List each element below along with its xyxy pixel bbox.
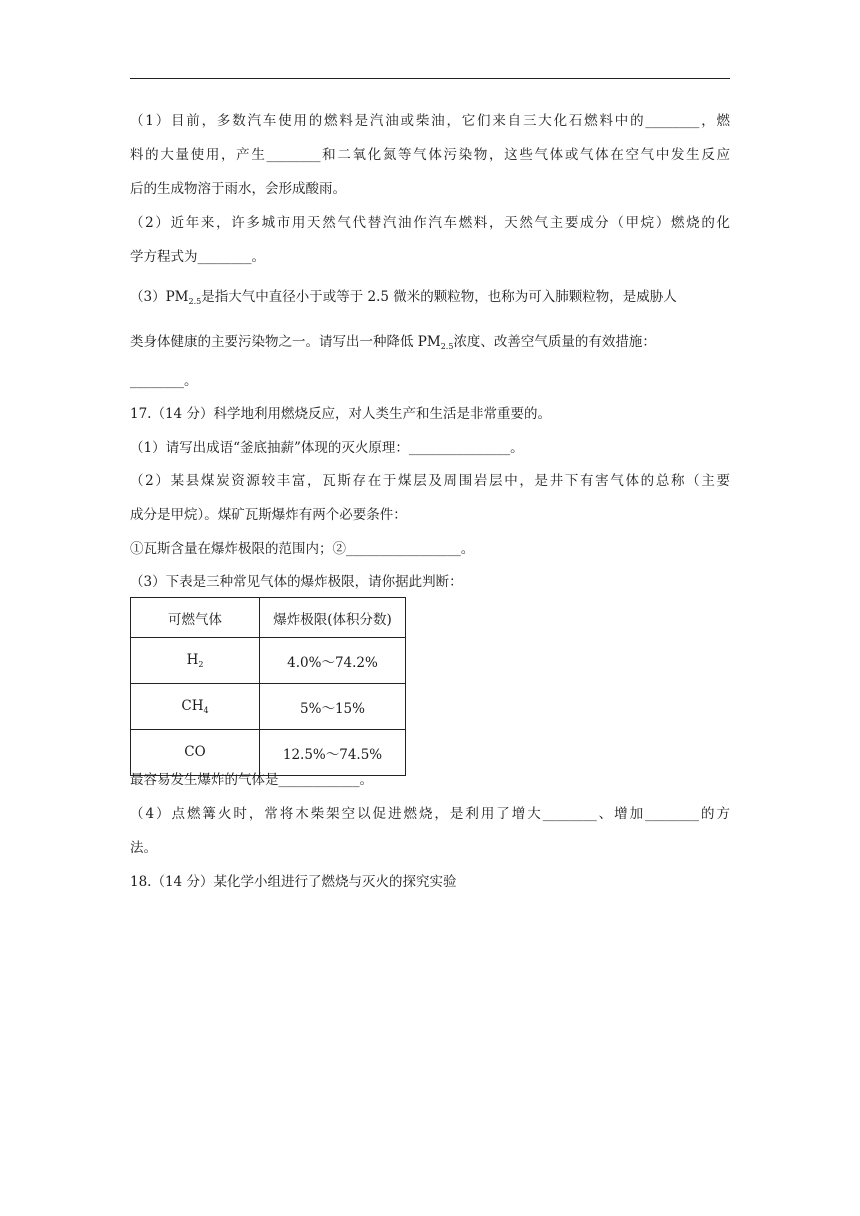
q17-part2-line1: （2）某县煤炭资源较丰富，瓦斯存在于煤层及周围岩层中，是井下有害气体的总称（主要: [130, 473, 730, 489]
table-cell-limit: 12.5%～74.5%: [260, 730, 406, 776]
q17-part4-line1: （4）点燃篝火时，常将木柴架空以促进燃烧，是利用了增大________、增加________的方: [130, 806, 730, 822]
q16-part1-line3: 后的生成物溶于雨水，会形成酸雨。: [130, 181, 346, 197]
formula-subscript: 2: [198, 660, 204, 669]
q16-part3-text-c: 类身体健康的主要污染物之一。请写出一种降低 PM: [130, 334, 441, 350]
formula-subscript: 4: [203, 706, 209, 715]
gas-formula: H: [186, 652, 199, 668]
q16-part2-line1: （2）近年来，许多城市用天然气代替汽油作汽车燃料，天然气主要成分（甲烷）燃烧的化: [130, 215, 730, 231]
q16-part3-text-a: （3）PM: [130, 289, 189, 305]
q16-part1-line2: 料的大量使用，产生________和二氧化氮等气体污染物，这些气体或气体在空气中发生反应: [130, 147, 730, 163]
q18-title: 18.（14 分）某化学小组进行了燃烧与灭火的探究实验: [130, 874, 457, 890]
q16-part3-text-d: 浓度、改善空气质量的有效措施：: [453, 334, 656, 350]
q17-after-table: 最容易发生爆炸的气体是____________。: [130, 772, 373, 788]
q17-part4-line2: 法。: [130, 840, 157, 856]
table-cell-limit: 5%～15%: [260, 684, 406, 730]
q16-part3-line2: [130, 332, 730, 357]
q17-part1: （1）请写出成语“釜底抽薪”体现的灭火原理：_______________。: [130, 440, 524, 456]
q16-part3-text-b: 是指大气中直径小于或等于 2.5 微米的颗粒物，也称为可入肺颗粒物，是威胁人: [201, 289, 677, 305]
q17-title: 17.（14 分）科学地利用燃烧反应，对人类生产和生活是非常重要的。: [130, 406, 551, 422]
table-header-row: [131, 598, 406, 638]
q16-part3-line1: [130, 287, 730, 312]
table-row: [131, 684, 406, 730]
table-cell-limit: 4.0%～74.2%: [260, 638, 406, 684]
table-row: [131, 638, 406, 684]
q17-part2-line2: 成分是甲烷）。煤矿瓦斯爆炸有两个必要条件：: [130, 507, 407, 523]
header-rule: [130, 78, 730, 79]
table-header-limit: 爆炸极限(体积分数): [260, 598, 406, 638]
table-row: [131, 730, 406, 776]
table-cell-gas: [131, 684, 260, 730]
table-cell-gas: [131, 638, 260, 684]
gas-formula: CH: [181, 698, 204, 714]
q16-part3-line3: ________。: [130, 373, 198, 389]
q17-part3: （3）下表是三种常见气体的爆炸极限，请你据此判断：: [130, 574, 463, 590]
explosion-limit-table: [130, 597, 406, 776]
table-cell-gas: [131, 730, 260, 776]
table-header-gas: 可燃气体: [131, 598, 260, 638]
q16-part1-line1: （1）目前，多数汽车使用的燃料是汽油或柴油，它们来自三大化石燃料中的________，燃: [130, 113, 730, 129]
pm-subscript: 2.5: [188, 297, 202, 306]
pm-subscript: 2.5: [440, 342, 454, 351]
q17-part2-line3: ①瓦斯含量在爆炸极限的范围内；②_________________。: [130, 541, 475, 557]
gas-formula: CO: [184, 744, 206, 760]
q16-part2-line2: 学方程式为________。: [130, 249, 265, 265]
